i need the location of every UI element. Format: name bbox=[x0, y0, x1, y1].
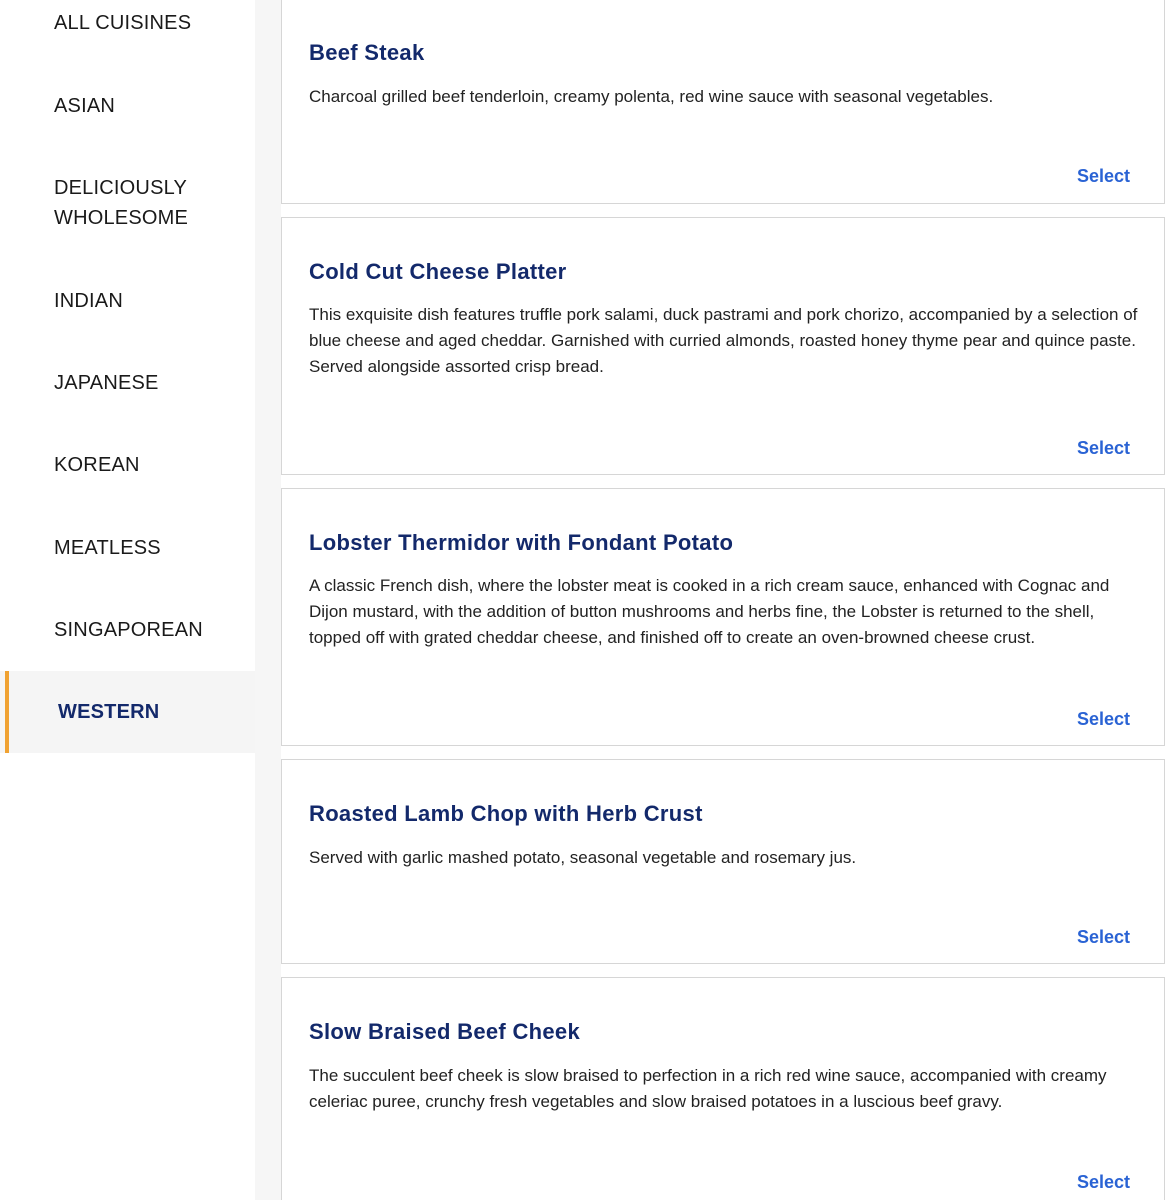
cuisine-sidebar bbox=[0, 0, 255, 1200]
cuisine-item-deliciously-wholesome[interactable]: DELICIOUSLY WHOLESOME bbox=[54, 177, 189, 229]
cuisine-item-western[interactable]: WESTERN bbox=[0, 671, 255, 753]
cuisine-item-indian[interactable]: INDIAN bbox=[54, 290, 123, 312]
cuisine-item-asian[interactable]: ASIAN bbox=[54, 95, 116, 117]
menu-item-title: Roasted Lamb Chop with Herb Crust bbox=[309, 801, 703, 826]
menu-item-description: Served with garlic mashed potato, seasonal vegetable and rosemary jus. bbox=[309, 848, 857, 867]
select-button[interactable]: Select bbox=[1076, 1172, 1130, 1192]
cuisine-item-singaporean[interactable]: SINGAPOREAN bbox=[54, 619, 203, 641]
menu-item-title: Slow Braised Beef Cheek bbox=[309, 1019, 580, 1044]
cuisine-item-korean[interactable]: KOREAN bbox=[54, 454, 140, 476]
menu-item-title: Beef Steak bbox=[309, 40, 425, 65]
cuisine-item-all-cuisines[interactable]: ALL CUISINES bbox=[54, 12, 192, 34]
menu-item-title: Cold Cut Cheese Platter bbox=[309, 259, 567, 284]
menu-item-card bbox=[281, 977, 1165, 1200]
menu-item-card bbox=[281, 0, 1165, 204]
menu-item-title: Lobster Thermidor with Fondant Potato bbox=[309, 530, 734, 555]
select-button[interactable]: Select bbox=[1076, 927, 1130, 947]
menu-item-card bbox=[281, 759, 1165, 964]
select-button[interactable]: Select bbox=[1076, 438, 1130, 458]
select-button[interactable]: Select bbox=[1076, 709, 1130, 729]
cuisine-item-japanese[interactable]: JAPANESE bbox=[54, 372, 159, 394]
menu-item-description: Charcoal grilled beef tenderloin, creamy polenta, red wine sauce with seasonal vegetables. bbox=[309, 87, 994, 106]
menu-item-card bbox=[281, 488, 1165, 746]
menu-item-description: This exquisite dish features truffle pork salami, duck pastrami and pork chorizo, accompanied by a selection of blue cheese and aged cheddar. Garnished with curried almonds, roasted honey thyme pear and quince paste. Served alongside assorted crisp bread. bbox=[309, 305, 1138, 376]
menu-item-card bbox=[281, 217, 1165, 475]
content-gutter bbox=[255, 0, 281, 1200]
select-button[interactable]: Select bbox=[1076, 166, 1130, 186]
cuisine-item-meatless[interactable]: MEATLESS bbox=[54, 537, 161, 559]
menu-item-description: The succulent beef cheek is slow braised to perfection in a rich red wine sauce, accompanied with creamy celeriac puree, crunchy fresh vegetables and slow braised potatoes in a luscious beef gravy. bbox=[309, 1066, 1107, 1111]
menu-item-description: A classic French dish, where the lobster meat is cooked in a rich cream sauce, enhanced with Cognac and Dijon mustard, with the addition of button mushrooms and herbs fine, the Lobster is returned to the shell, topped off with grated cheddar cheese, and finished off to create an oven-browned cheese crust. bbox=[309, 576, 1110, 647]
